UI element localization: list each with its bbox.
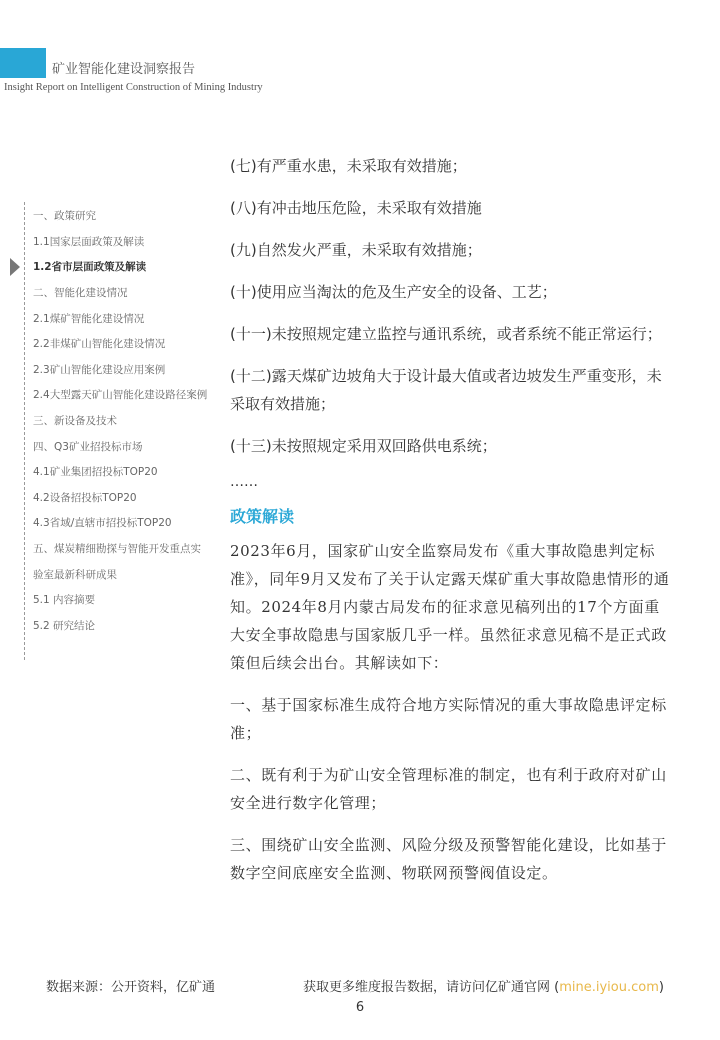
website-link[interactable]: mine.iyiou.com [559, 980, 659, 995]
toc-item-coal-mine[interactable]: 2.1煤矿智能化建设情况 [33, 313, 145, 325]
body-paragraph: 二、既有利于为矿山安全管理标准的制定，也有利于政府对矿山安全进行数字化管理； [230, 766, 667, 812]
data-source: 数据来源：公开资料，亿矿通 [46, 980, 216, 995]
footer-more-suffix: ) [658, 980, 664, 995]
toc-item-group-bidding-top20[interactable]: 4.1矿业集团招投标TOP20 [33, 466, 158, 478]
toc-item-conclusion[interactable]: 5.2 研究结论 [33, 620, 96, 632]
toc-item-policy-research[interactable]: 一、政策研究 [33, 210, 96, 222]
measure-item: (七)有严重水患，未采取有效措施； [230, 157, 467, 175]
measure-item: (十二)露天煤矿边坡角大于设计最大值或者边坡发生严重变形，未采取有效措施； [230, 367, 662, 413]
report-title: 矿业智能化建设洞察报告 [52, 62, 196, 77]
toc-item-lab-results-cont[interactable]: 验室最新科研成果 [33, 569, 117, 581]
toc-item-intelligent-construction[interactable]: 二、智能化建设情况 [33, 287, 128, 299]
measure-item: (十)使用应当淘汰的危及生产安全的设备、工艺； [230, 283, 557, 301]
report-subtitle-en: Insight Report on Intelligent Construction of Mining Industry [4, 82, 263, 93]
ellipsis: …… [230, 474, 258, 490]
section-heading: 政策解读 [230, 507, 295, 526]
toc-item-province-bidding-top20[interactable]: 4.3省域/直辖市招投标TOP20 [33, 517, 172, 529]
measure-item: (十三)未按照规定采用双回路供电系统； [230, 437, 497, 455]
toc-item-application-cases[interactable]: 2.3矿山智能化建设应用案例 [33, 364, 166, 376]
measure-item: (八)有冲击地压危险，未采取有效措施 [230, 199, 482, 217]
toc-item-open-pit-cases[interactable]: 2.4大型露天矿山智能化建设路径案例 [33, 389, 208, 401]
header-accent-block [0, 48, 46, 78]
toc-item-national-policy[interactable]: 1.1国家层面政策及解读 [33, 236, 145, 248]
body-paragraph: 三、围绕矿山安全监测、风险分级及预警智能化建设，比如基于数字空间底座安全监测、物联网预警阀值设定。 [230, 836, 667, 882]
toc-item-q3-bidding[interactable]: 四、Q3矿业招投标市场 [33, 441, 143, 453]
toc-item-lab-results[interactable]: 五、煤炭精细勘探与智能开发重点实 [33, 543, 201, 555]
table-of-contents [24, 202, 215, 660]
body-paragraph: 一、基于国家标准生成符合地方实际情况的重大事故隐患评定标准； [230, 696, 667, 742]
footer-more-info [303, 976, 664, 995]
measure-item: (十一)未按照规定建立监控与通讯系统，或者系统不能正常运行； [230, 325, 662, 343]
toc-item-equipment-bidding-top20[interactable]: 4.2设备招投标TOP20 [33, 492, 137, 504]
toc-item-non-coal-mine[interactable]: 2.2非煤矿山智能化建设情况 [33, 338, 166, 350]
main-content [230, 152, 670, 901]
body-paragraph: 2023年6月，国家矿山安全监察局发布《重大事故隐患判定标准》，同年9月又发布了关于认定露天煤矿重大事故隐患情形的通知。2024年8月内蒙古局发布的征求意见稿列出的17个方面重大安全事故隐患与国家版几乎一样。虽然征求意见稿不是正式政策但后续会出台。其解读如下： [230, 542, 670, 672]
toc-current-pointer-icon [10, 258, 20, 276]
toc-item-provincial-policy[interactable]: 1.2省市层面政策及解读 [33, 261, 147, 273]
footer-more-prefix: 获取更多维度报告数据，请访问亿矿通官网 ( [303, 980, 560, 995]
page-number: 6 [355, 1000, 365, 1015]
measure-item: (九)自然发火严重，未采取有效措施； [230, 241, 482, 259]
toc-item-new-equipment[interactable]: 三、新设备及技术 [33, 415, 117, 427]
toc-item-summary[interactable]: 5.1 内容摘要 [33, 594, 96, 606]
